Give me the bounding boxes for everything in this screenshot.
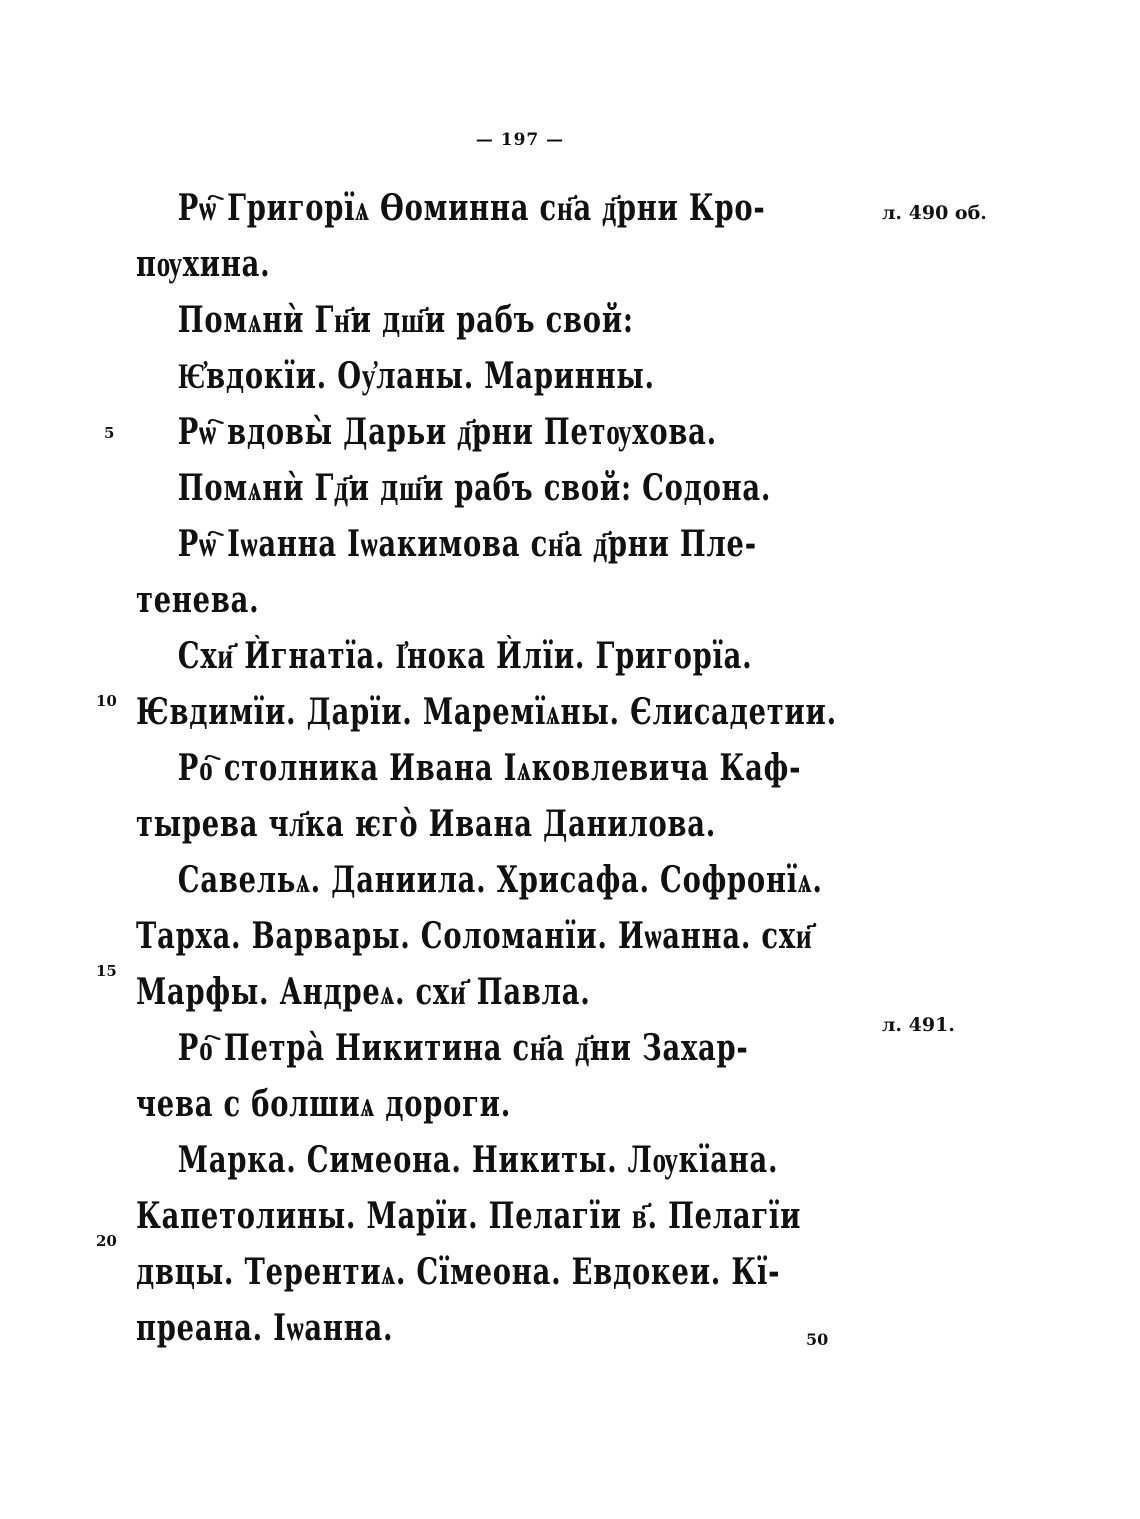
folio-note: л. 490 об. — [882, 202, 987, 224]
signature-mark: 50 — [806, 1330, 829, 1349]
text-line: Ро҇ Петра̀ Никитина сн҃а д҃ни Захар- — [177, 1027, 749, 1069]
text-line: Схи҃ Ѝгнатїа. І҆нока Ѝлїи. Григорїа. — [177, 635, 753, 677]
text-line: Марка. Симеона. Никиты. Лѹкїана. — [177, 1139, 779, 1181]
line-number: 20 — [96, 1232, 117, 1250]
text-line: Рѡ҇ Григорїѧ Ѳоминна сн҃а д҃рни Кро- — [177, 187, 766, 229]
folio-note: л. 491. — [882, 1014, 955, 1036]
page-number: — 197 — — [475, 130, 565, 150]
text-line: Марфы. Андреѧ. схи҃ Павла. — [136, 971, 591, 1013]
text-line: Ѥвдимїи. Дарїи. Маремїѧны. Єлисадетии. — [136, 691, 837, 733]
text-line: Капетолины. Марїи. Пелагїи в҃. Пелагїи — [136, 1195, 802, 1237]
text-line: пѹхина. — [136, 243, 271, 285]
text-line: Помѧнѝ Гд҃и дш҃и рабъ свой: Содона. — [177, 467, 772, 509]
text-line: Савельѧ. Даниила. Хрисафа. Софронїѧ. — [177, 859, 823, 901]
text-line: Тарха. Варвары. Соломанїи. Иѡанна. схи҃ — [136, 915, 813, 957]
text-line: Помѧнѝ Гн҃и дш҃и рабъ свой: — [177, 299, 634, 341]
text-line: Ро҇ столника Ивана Іѧковлевича Каф- — [177, 747, 802, 789]
text-line: Рѡ҇ Іѡанна Іѡакимова сн҃а д҃рни Пле- — [177, 523, 757, 565]
text-line: тырева чл҃ка ѥго̀ Ивана Данилова. — [136, 803, 717, 845]
text-line: чева с болшиѧ дороги. — [136, 1083, 511, 1125]
body-text — [136, 180, 896, 1356]
text-line: преана. Іѡанна. — [136, 1307, 394, 1349]
text-line: Рѡ҇ вдовы̀ Дарьи д҃рни Петѹхова. — [177, 411, 717, 453]
text-line: двцы. Терентиѧ. Сїмеона. Евдокеи. Кї- — [136, 1251, 781, 1293]
line-number: 10 — [96, 692, 117, 710]
line-number: 5 — [104, 424, 115, 442]
text-line: Ѥ҆вдокїи. Оу҆ланы. Маринны. — [177, 355, 655, 397]
line-number: 15 — [96, 962, 117, 980]
text-line: тенева. — [136, 579, 260, 621]
